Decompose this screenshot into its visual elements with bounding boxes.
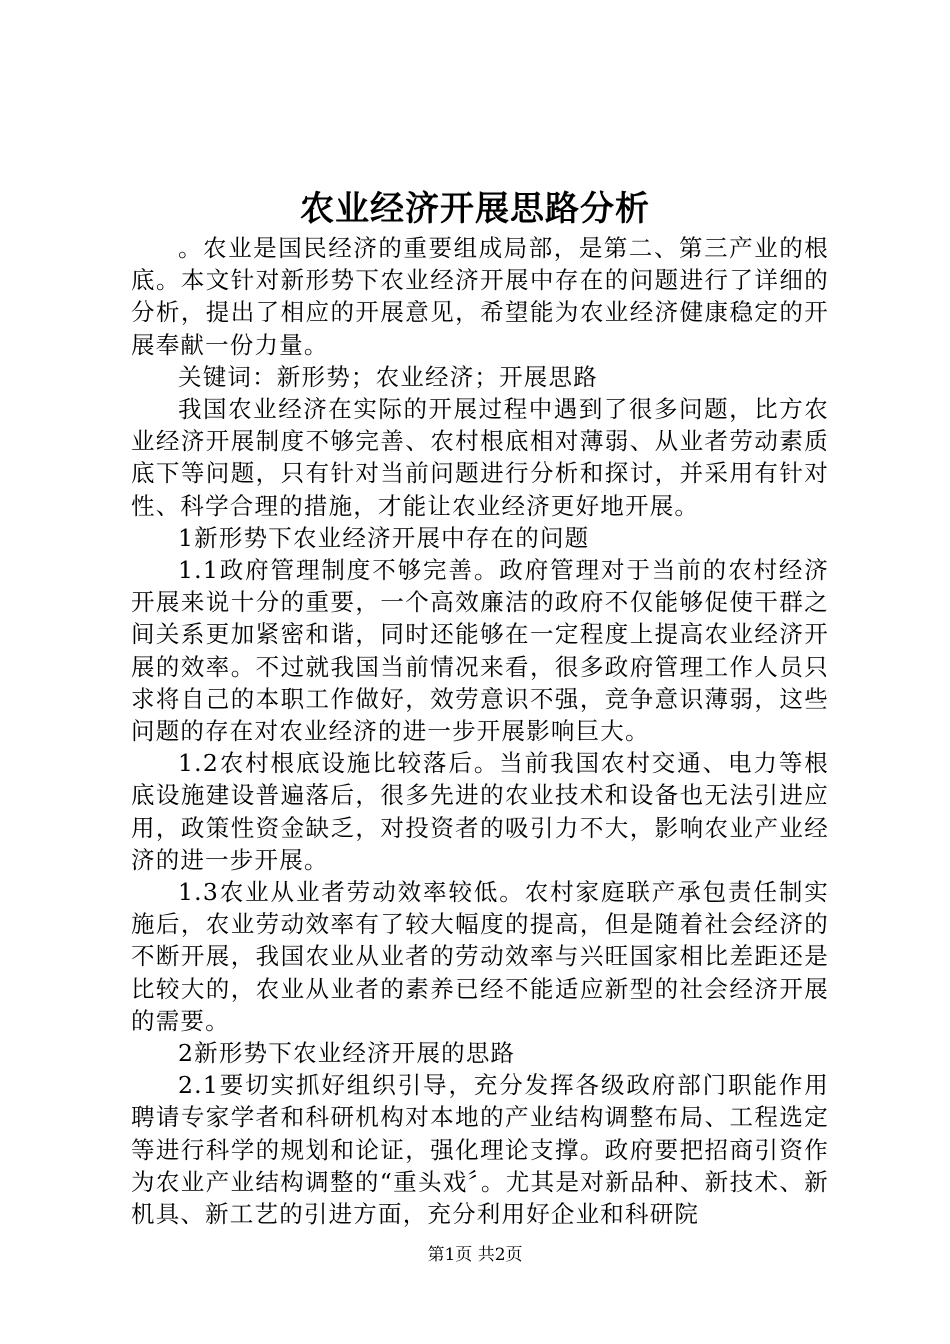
intro-paragraph: 我国农业经济在实际的开展过程中遇到了很多问题，比方农业经济开展制度不够完善、农村根底相对薄弱、从业者劳动素质底下等问题，只有针对当前问题进行分析和探讨，并采用有针对性、科学合理的措施，才能让农业经济更好地开展。 (131, 395, 829, 520)
document-title: 农业经济开展思路分析 (300, 189, 650, 229)
keywords-line: 关键词：新形势；农业经济；开展思路 (178, 362, 598, 391)
section-heading-2: 2新形势下农业经济开展的思路 (178, 1039, 516, 1068)
subsection-2-1: 2.1要切实抓好组织引导，充分发挥各级政府部门职能作用聘请专家学者和科研机构对本地的产业结构调整布局、工程选定等进行科学的规划和论证，强化理论支撑。政府要把招商引资作为农业产业结构调整的“重头戏〞。尤其是对新品种、新技术、新机具、新工艺的引进方面，充分利用好企业和科研院 (131, 1071, 829, 1229)
page-footer: 第1页 共2页 (427, 1245, 523, 1265)
document-body (131, 232, 829, 1230)
subsection-1-3: 1.3农业从业者劳动效率较低。农村家庭联产承包责任制实施后，农业劳动效率有了较大幅度的提高，但是随着社会经济的不断开展，我国农业从业者的劳动效率与兴旺国家相比差距还是比较大的，农业从业者的素养已经不能适应新型的社会经济开展的需要。 (131, 878, 829, 1035)
abstract-paragraph: 。农业是国民经济的重要组成局部，是第二、第三产业的根底。本文针对新形势下农业经济开展中存在的问题进行了详细的分析，提出了相应的开展意见，希望能为农业经济健康稳定的开展奉献一份力量。 (131, 234, 829, 359)
section-heading-1: 1新形势下农业经济开展中存在的问题 (178, 523, 590, 552)
subsection-1-1: 1.1政府管理制度不够完善。政府管理对于当前的农村经济开展来说十分的重要，一个高效廉洁的政府不仅能够促使干群之间关系更加紧密和谐，同时还能够在一定程度上提高农业经济开展的效率。不过就我国当前情况来看，很多政府管理工作人员只求将自己的本职工作做好，效劳意识不强，竞争意识薄弱，这些问题的存在对农业经济的进一步开展影响巨大。 (131, 556, 829, 746)
subsection-1-2: 1.2农村根底设施比较落后。当前我国农村交通、电力等根底设施建设普遍落后，很多先进的农业技术和设备也无法引进应用，政策性资金缺乏，对投资者的吸引力不大，影响农业产业经济的进一步开展。 (131, 749, 829, 874)
